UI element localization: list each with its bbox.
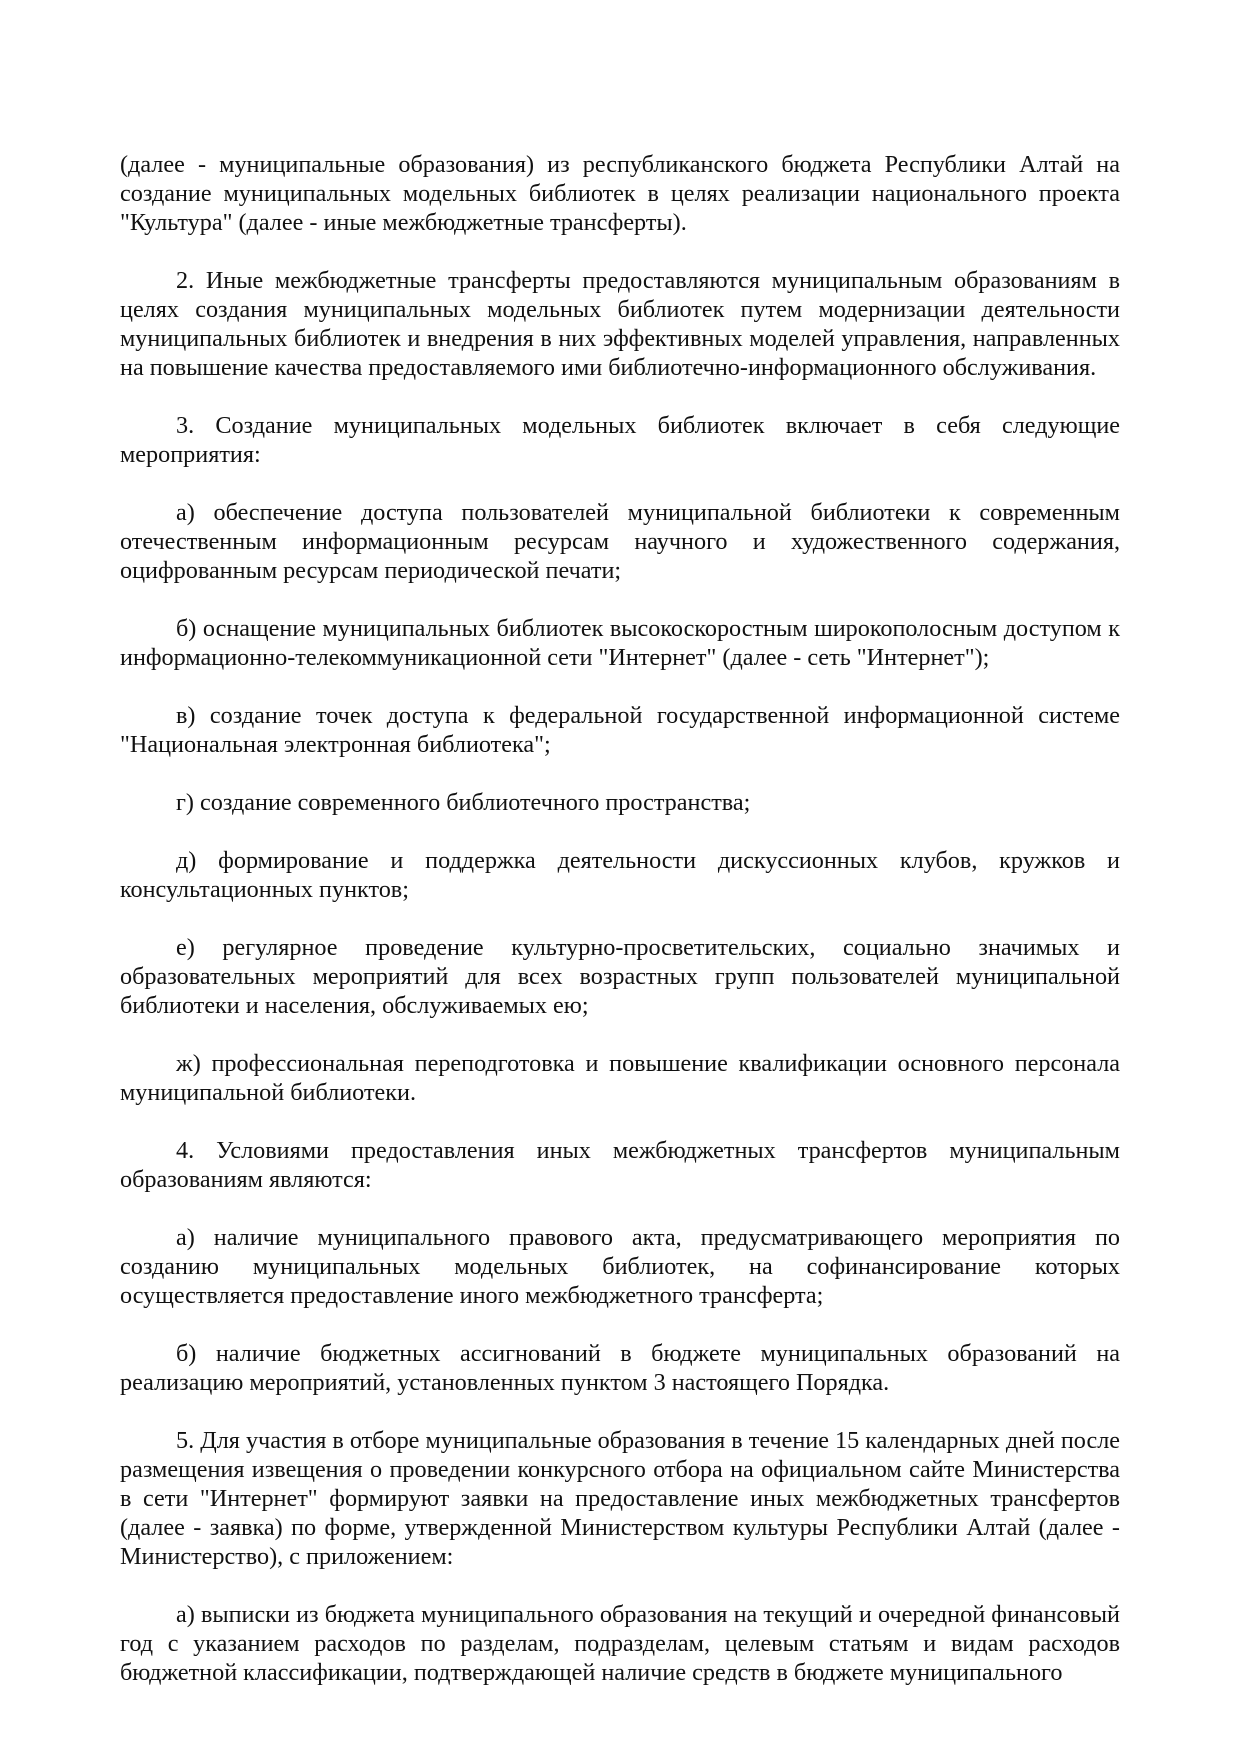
paragraph-item-5a: а) выписки из бюджета муниципального образования на текущий и очередной финансовый год с указанием расходов по разделам, подразделам, целевым статьям и видам расходов бюджетной классификации, подтверждающей наличие средств в бюджете муниципального (120, 1601, 1120, 1686)
paragraph-intro-continuation: (далее - муниципальные образования) из республиканского бюджета Республики Алтай на создание муниципальных модельных библиотек в целях реализации национального проекта "Культура" (далее - иные межбюджетные трансферты). (120, 151, 1120, 236)
paragraph-item-4b: б) наличие бюджетных ассигнований в бюджете муниципальных образований на реализацию мероприятий, установленных пунктом 3 настоящего Порядка. (120, 1340, 1120, 1396)
paragraph-item-4a: а) наличие муниципального правового акта, предусматривающего мероприятия по созданию муниципальных модельных библиотек, на софинансирование которых осуществляется предоставление иного межбюджетного трансферта; (120, 1224, 1120, 1309)
paragraph-item-3b: б) оснащение муниципальных библиотек высокоскоростным широкополосным доступом к информационно-телекоммуникационной сети "Интернет" (далее - сеть "Интернет"); (120, 615, 1120, 671)
document-page (120, 150, 1120, 1687)
paragraph-item-3: 3. Создание муниципальных модельных библиотек включает в себя следующие мероприятия: (120, 412, 1120, 468)
paragraph-item-3e: е) регулярное проведение культурно-просветительских, социально значимых и образовательных мероприятий для всех возрастных групп пользователей муниципальной библиотеки и населения, обслуживаемых ею; (120, 934, 1120, 1019)
paragraph-item-3zh: ж) профессиональная переподготовка и повышение квалификации основного персонала муниципальной библиотеки. (120, 1050, 1120, 1106)
paragraph-item-2: 2. Иные межбюджетные трансферты предоставляются муниципальным образованиям в целях создания муниципальных модельных библиотек путем модернизации деятельности муниципальных библиотек и внедрения в них эффективных моделей управления, направленных на повышение качества предоставляемого ими библиотечно-информационного обслуживания. (120, 267, 1120, 381)
paragraph-item-4: 4. Условиями предоставления иных межбюджетных трансфертов муниципальным образованиям являются: (120, 1137, 1120, 1193)
paragraph-item-3d: д) формирование и поддержка деятельности дискуссионных клубов, кружков и консультационных пунктов; (120, 847, 1120, 903)
paragraph-item-3v: в) создание точек доступа к федеральной государственной информационной системе "Национальная электронная библиотека"; (120, 702, 1120, 758)
paragraph-item-3g: г) создание современного библиотечного пространства; (176, 789, 751, 816)
paragraph-item-5: 5. Для участия в отборе муниципальные образования в течение 15 календарных дней после размещения извещения о проведении конкурсного отбора на официальном сайте Министерства в сети "Интернет" формируют заявки на предоставление иных межбюджетных трансфертов (далее - заявка) по форме, утвержденной Министерством культуры Республики Алтай (далее - Министерство), с приложением: (120, 1427, 1120, 1570)
paragraph-item-3a: а) обеспечение доступа пользователей муниципальной библиотеки к современным отечественным информационным ресурсам научного и художественного содержания, оцифрованным ресурсам периодической печати; (120, 499, 1120, 584)
